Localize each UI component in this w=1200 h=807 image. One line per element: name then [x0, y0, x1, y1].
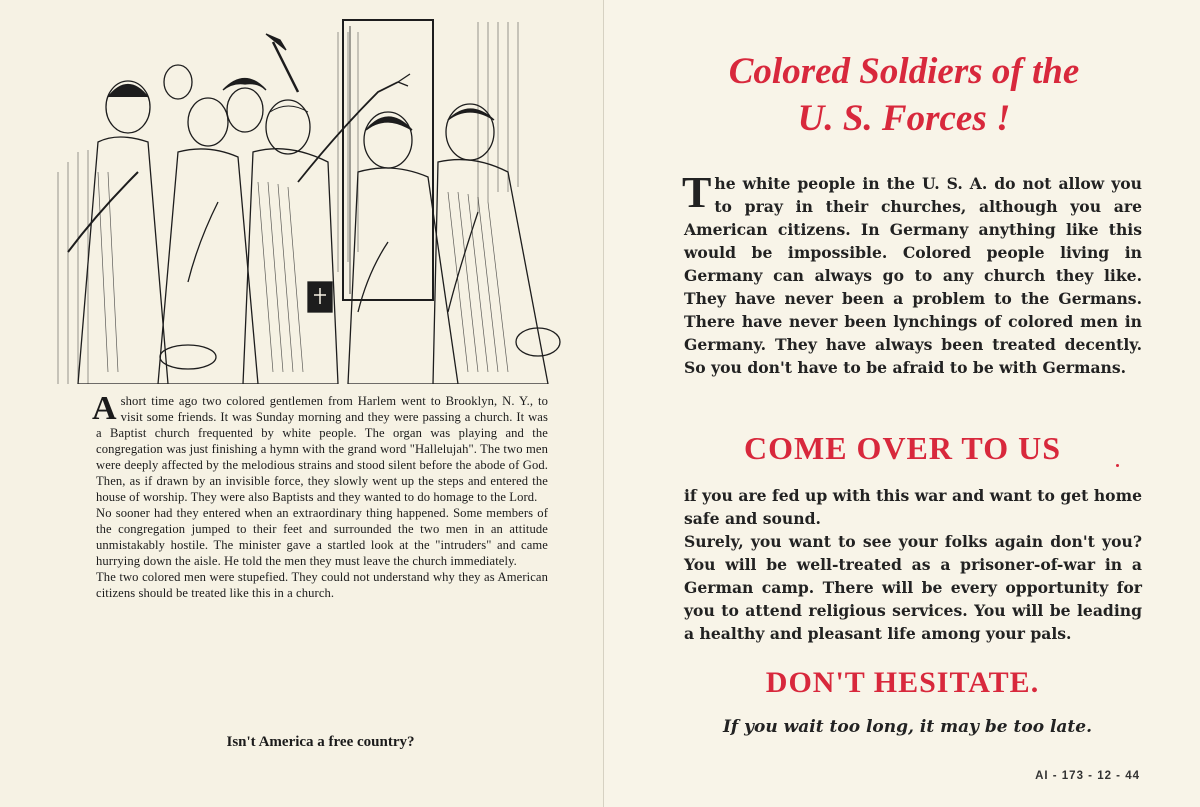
intro-dropcap: T	[682, 168, 712, 217]
tagline: If you wait too long, it may be too late.	[722, 717, 1093, 737]
story-paragraph-1: A short time ago two colored gentlemen from Harlem went to Brooklyn, N. Y., to visit some friends. It was Sunday morning and they were passing a church. It was a Baptist church frequented by white people. The organ was playing and the congregation was just finishing a hymn with the grand word "Hallelujah". The two men were deeply affected by the melodious strains and stood silent before the abode of God. Then, as if drawn by an invisible force, they slowly went up the steps and entered the house of worship. They were also Baptists and they wanted to do homage to the Lord.	[92, 390, 548, 504]
leaflet-code: AI - 173 - 12 - 44	[1035, 770, 1140, 782]
offer-line-2: Surely, you want to see your folks again don't you? You will be well-treated as a prisoner-of-war in a German camp. There will be every opportunity for you to attend religious services. You will be leading a healthy and pleasant life among your pals.	[684, 532, 1142, 643]
story-text	[92, 390, 548, 601]
offer-text	[684, 484, 1142, 645]
ink-dot	[1116, 464, 1119, 467]
headline	[644, 48, 1164, 142]
dont-hesitate-heading: DON'T HESITATE.	[765, 666, 1040, 699]
headline-line-1: Colored Soldiers of the	[728, 51, 1080, 92]
story-paragraph-3: The two colored men were stupefied. They could not understand why they as American citizens should be treated like this in a church.	[96, 570, 548, 600]
church-scene-illustration	[38, 12, 578, 384]
story-paragraph-2: No sooner had they entered when an extraordinary thing happened. Some members of the congregation jumped to their feet and surrounded the two men in an attitude unmistakably hostile. The minister gave a startled look at the "intruders" and came hurrying down the aisle. He told the men they must leave the church immediately.	[96, 506, 548, 568]
intro-paragraph: The white people in the U. S. A. do not allow you to pray in their churches, although you are American citizens. In Germany anything like this would be impossible. Colored people living in Germany can always go to any church they like. They have never been a problem to the Germans. There have never been lynchings of colored men in Germany. They have always been treated decently. So you don't have to be afraid to be with Germans.	[682, 168, 1142, 377]
story-question: Isn't America a free country?	[226, 734, 415, 750]
right-page	[603, 0, 1200, 807]
story-dropcap: A	[92, 390, 117, 427]
come-over-heading: COME OVER TO US	[744, 430, 1061, 466]
headline-line-2: U. S. Forces !	[797, 98, 1011, 139]
offer-line-1: if you are fed up with this war and want to get home safe and sound.	[684, 486, 1142, 528]
